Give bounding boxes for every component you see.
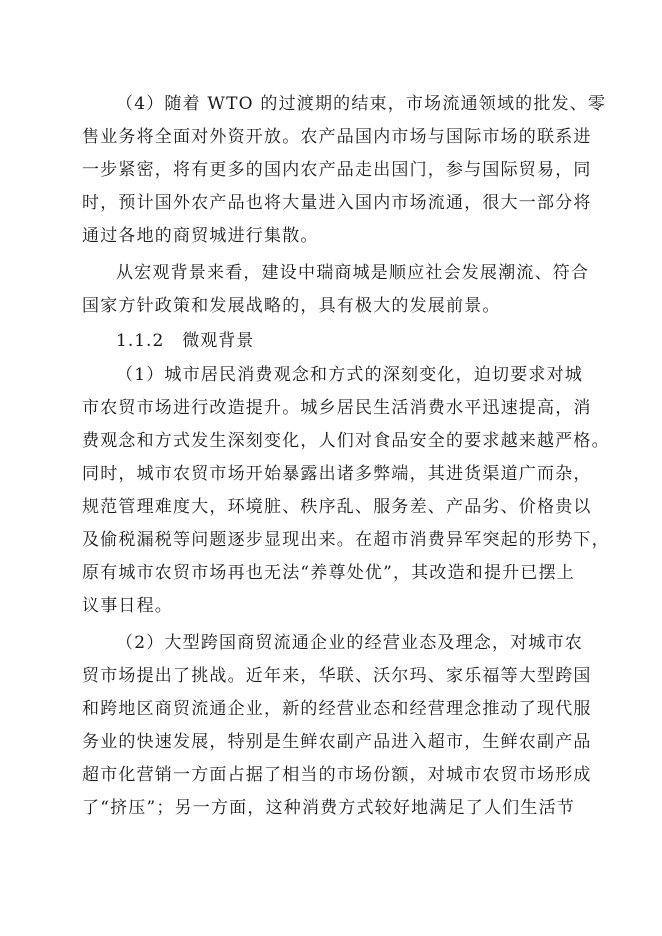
paragraph-1-line-6: 及偷税漏税等问题逐步显现出来。在超市消费异军突起的形势下， [82,530,610,550]
paragraph-1-line-4: 同时，城市农贸市场开始暴露出诸多弊端，其进货渠道广而杂， [82,464,592,484]
paragraph-1-line-8: 议事日程。 [82,596,173,616]
paragraph-1-line-7: 原有城市农贸市场再也无法“养尊处优”，其改造和提升已摆上 [82,563,575,583]
macro-summary-line-2: 国家方针政策和发展战略的，具有极大的发展前景。 [82,296,501,316]
paragraph-4-line-4: 时，预计国外农产品也将大量进入国内市场流通，很大一部分将 [82,193,592,213]
paragraph-4-line-5: 通过各地的商贸城进行集散。 [82,226,319,246]
paragraph-2-line-6: 了“挤压”；另一方面，这种消费方式较好地满足了人们生活节 [82,798,575,818]
paragraph-2-line-2: 贸市场提出了挑战。近年来，华联、沃尔玛、家乐福等大型跨国 [82,666,592,686]
paragraph-1-line-5: 规范管理难度大，环境脏、秩序乱、服务差、产品劣、价格贵以 [82,497,592,517]
paragraph-4-line-3: 一步紧密，将有更多的国内农产品走出国门，参与国际贸易，同 [82,160,592,180]
paragraph-4-line-1: （4）随着 WTO 的过渡期的结束，市场流通领域的批发、零 [116,94,607,114]
paragraph-1-line-1: （1）城市居民消费观念和方式的深刻变化，迫切要求对城 [116,365,584,385]
paragraph-2-line-4: 务业的快速发展，特别是生鲜农副产品进入超市，生鲜农副产品 [82,732,592,752]
macro-summary-line-1: 从宏观背景来看，建设中瑞商城是顺应社会发展潮流、符合 [116,263,590,283]
paragraph-2-line-1: （2）大型跨国商贸流通企业的经营业态及理念，对城市农 [116,633,584,653]
paragraph-2-line-5: 超市化营销一方面占据了相当的市场份额，对城市农贸市场形成 [82,765,592,785]
section-heading: 1.1.2 微观背景 [116,331,255,351]
paragraph-4-line-2: 售业务将全面对外资开放。农产品国内市场与国际市场的联系进 [82,127,592,147]
paragraph-2-line-3: 和跨地区商贸流通企业，新的经营业态和经营理念推动了现代服 [82,699,592,719]
paragraph-1-line-2: 市农贸市场进行改造提升。城乡居民生活消费水平迅速提高，消 [82,398,592,418]
paragraph-1-line-3: 费观念和方式发生深刻变化，人们对食品安全的要求越来越严格。 [82,431,610,451]
